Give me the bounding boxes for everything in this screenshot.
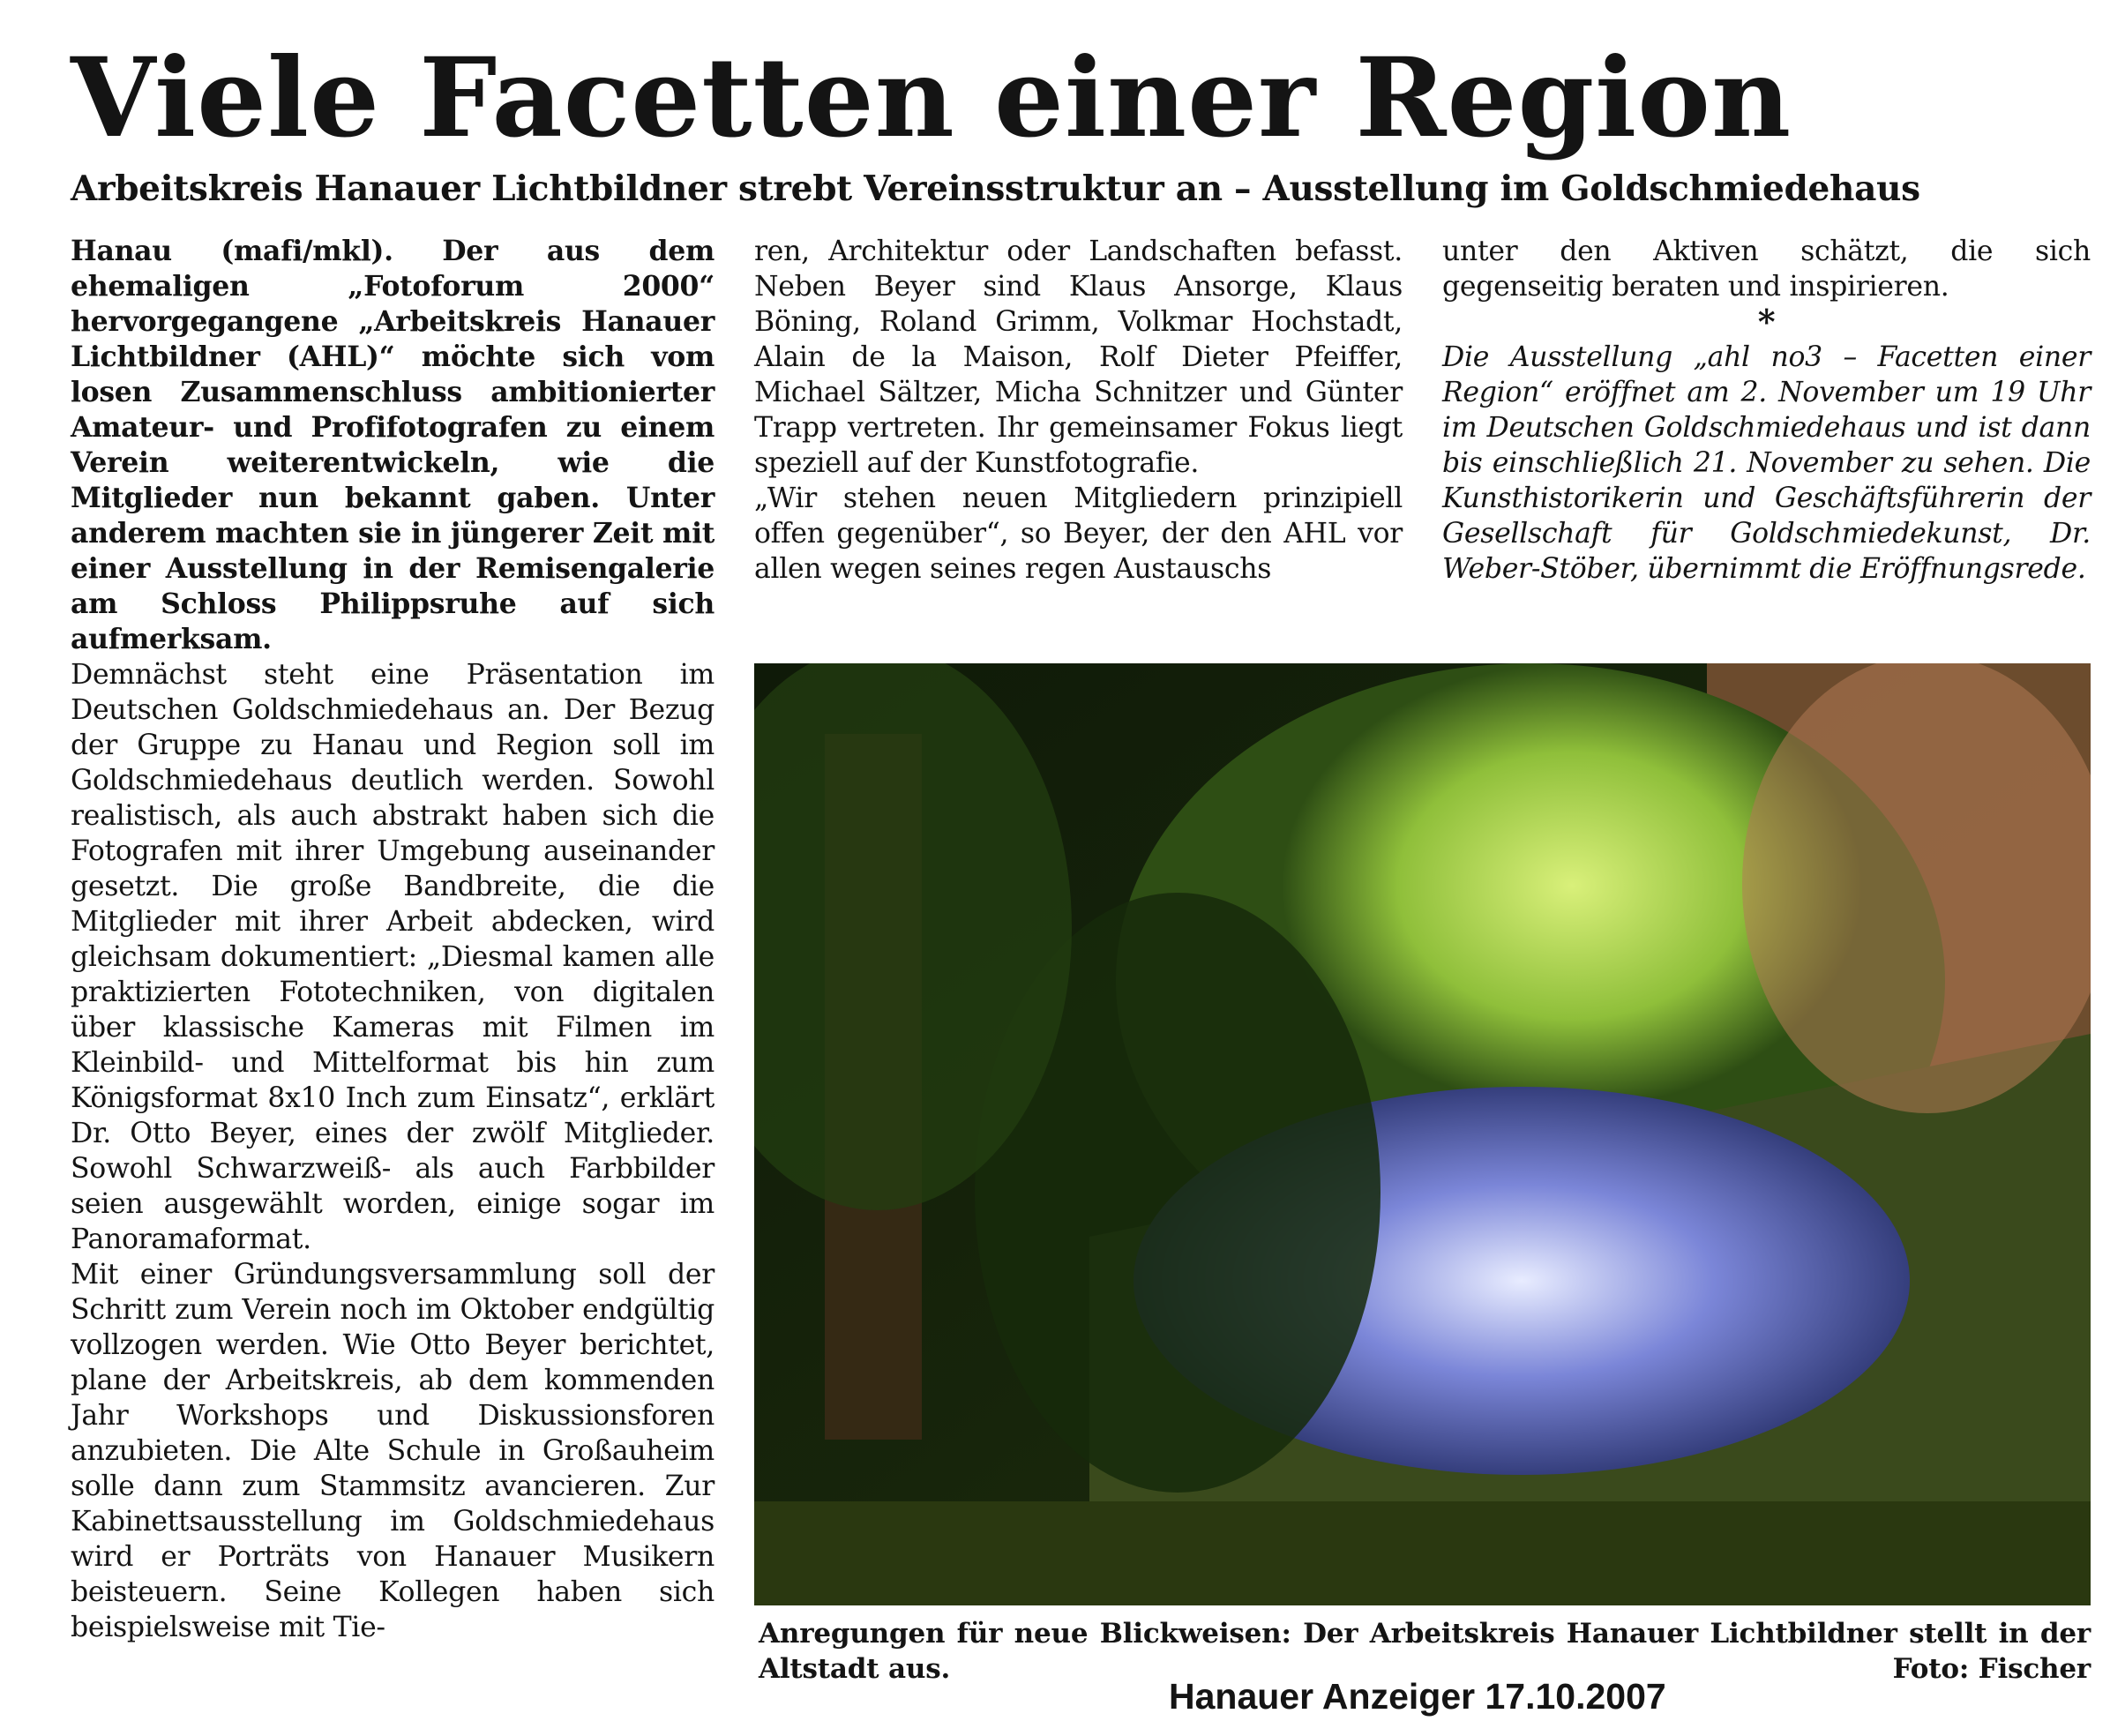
article-column-1 [71, 234, 715, 1645]
body-paragraph: Demnächst steht eine Präsentation im Deutschen Goldschmiedehaus an. Der Bezug der Gruppe zu Hanau und Region soll im Goldschmiedehaus deutlich werden. Sowohl realistisch, als auch abstrakt haben sich die Fotografen mit ihrer Umgebung auseinander gesetzt. Die große Bandbreite, die die Mitglieder mit ihrer Arbeit abdecken, wird gleichsam dokumentiert: „Diesmal kamen alle praktizierten Fototechniken, von digitalen über klassische Kameras mit Filmen im Kleinbild- und Mittelformat bis hin zum Königsformat 8x10 Inch zum Einsatz“, erklärt Dr. Otto Beyer, eines der zwölf Mitglieder. Sowohl Schwarzweiß- als auch Farbbilder seien ausgewählt worden, einige sogar im Panoramaformat. [71, 659, 715, 1255]
article-photo [754, 663, 2091, 1605]
article-column-3 [1442, 234, 2091, 587]
body-paragraph: „Wir stehen neuen Mitgliedern prinzipiell offen gegenüber“, so Beyer, der den AHL vor allen wegen seines regen Austauschs [754, 483, 1403, 585]
lead-paragraph [71, 234, 715, 657]
section-separator: * [1757, 302, 1776, 341]
photo-credit: Foto: Fischer [1892, 1653, 2091, 1685]
exhibition-info: Die Ausstellung „ahl no3 – Facetten einer Region“ eröffnet am 2. November um 19 Uhr im Deutschen Goldschmiedehaus und ist dann bis einschließlich 21. November zu sehen. Die Kunsthistorikerin und Geschäftsführerin der Gesellschaft für Goldschmiedekunst, Dr. Weber-Stöber, übernimmt die Eröffnungsrede. [1442, 341, 2091, 585]
lead-text: Der aus dem ehemaligen „Fotoforum 2000“ hervorgegangene „Arbeitskreis Hanauer Lichtbildner (AHL)“ möchte sich vom losen Zusammenschluss ambitionierter Amateur- und Profifotografen zu einem Verein weiterentwickeln, wie die Mitglieder nun bekannt gaben. Unter anderem machten sie in jüngerer Zeit mit einer Ausstellung in der Remisengalerie am Schloss Philippsruhe auf sich aufmerksam. [71, 235, 715, 655]
body-paragraph: unter den Aktiven schätzt, die sich gegenseitig beraten und inspirieren. [1442, 236, 2091, 303]
caption-text: Anregungen für neue Blickweisen: Der Arbeitskreis Hanauer Lichtbildner stellt in der Altstadt aus. [759, 1618, 2091, 1685]
article-headline: Viele Facetten einer Region [71, 34, 1792, 162]
article-subheadline: Arbeitskreis Hanauer Lichtbildner strebt Vereinsstruktur an – Ausstellung im Goldschmiedehaus [71, 168, 1920, 209]
body-paragraph: Mit einer Gründungsversammlung soll der Schritt zum Verein noch im Oktober endgültig vollzogen werden. Wie Otto Beyer berichtet, plane der Arbeitskreis, ab dem kommenden Jahr Workshops und Diskussionsforen anzubieten. Die Alte Schule in Großauheim solle dann zum Stammsitz avancieren. Zur Kabinettsausstellung im Goldschmiedehaus wird er Porträts von Hanauer Musikern beisteuern. Seine Kollegen haben sich beispielsweise mit Tie- [71, 1259, 715, 1643]
body-paragraph: ren, Architektur oder Landschaften befasst. Neben Beyer sind Klaus Ansorge, Klaus Böning, Roland Grimm, Volkmar Hochstadt, Alain de la Maison, Rolf Dieter Pfeiffer, Michael Sältzer, Micha Schnitzer und Günter Trapp vertreten. Ihr gemeinsamer Fokus liegt speziell auf der Kunstfotografie. [754, 236, 1403, 479]
article-column-2 [754, 234, 1403, 587]
source-note: Hanauer Anzeiger 17.10.2007 [1169, 1676, 1666, 1717]
dateline: Hanau (mafi/mkl). [71, 235, 393, 267]
